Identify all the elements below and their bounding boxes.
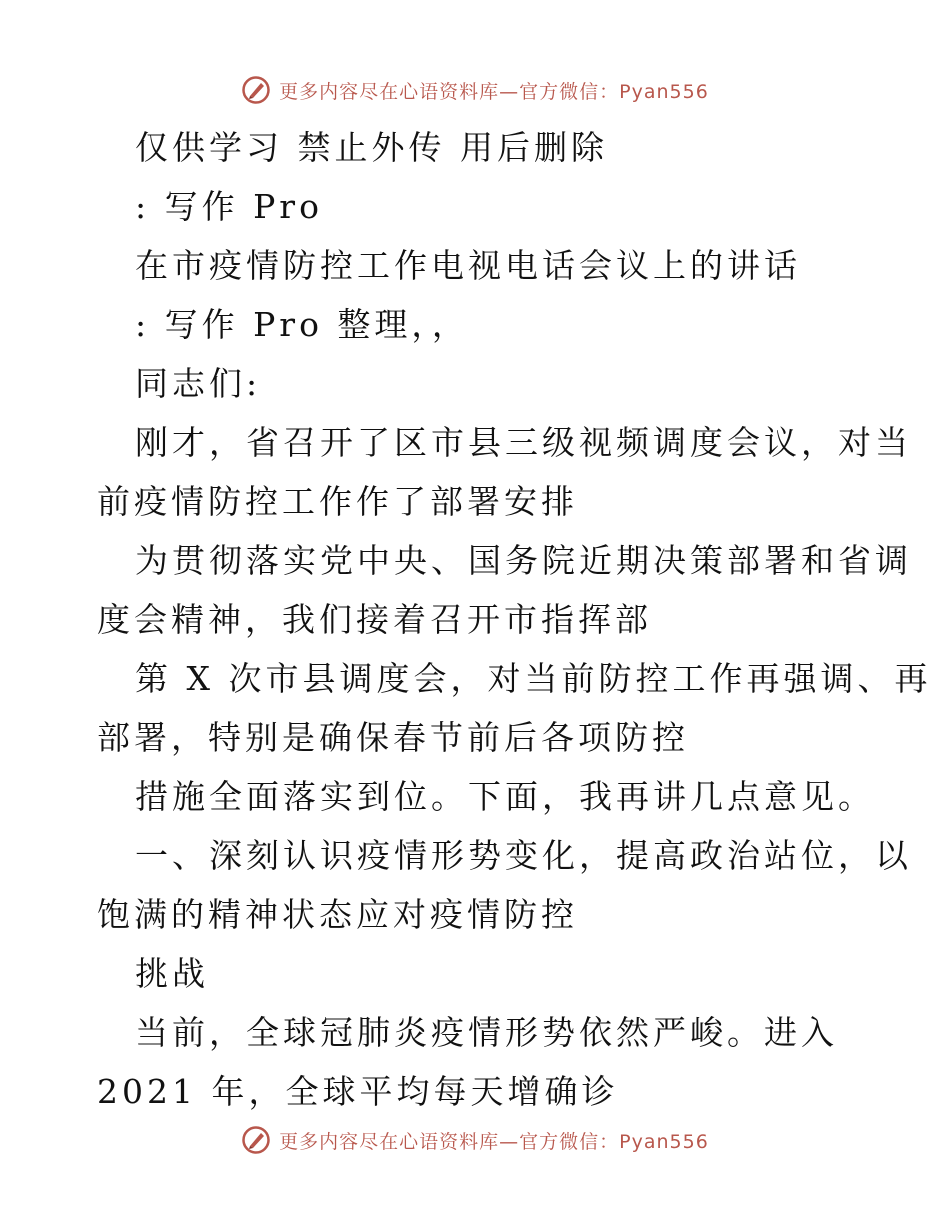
salutation: 同志们: — [135, 364, 262, 403]
text-line: 部署，特别是确保春节前后各项防控 — [97, 718, 689, 757]
watermark-text: 更多内容尽在心语资料库—官方微信：Pyan556 — [279, 80, 709, 103]
text-line: 为贯彻落实党中央、国务院近期决策部署和省调 — [135, 541, 912, 580]
pen-logo-icon — [241, 1125, 271, 1155]
section-heading: 一、深刻认识疫情形势变化，提高政治站位，以 — [135, 836, 912, 875]
text-line: 度会精神，我们接着召开市指挥部 — [97, 600, 652, 639]
text-line: 措施全面落实到位。下面，我再讲几点意见。 — [135, 777, 875, 816]
watermark-banner-bottom — [0, 1120, 950, 1160]
section-heading-cont: 饱满的精神状态应对疫情防控 — [97, 895, 578, 934]
text-line: 2021 年，全球平均每天增确诊 — [97, 1072, 619, 1111]
text-line: : 写作 Pro — [135, 187, 323, 226]
text-line: 前疫情防控工作作了部署安排 — [97, 482, 578, 521]
text-line: 第 X 次市县调度会，对当前防控工作再强调、再 — [135, 659, 932, 698]
watermark-text: 更多内容尽在心语资料库—官方微信：Pyan556 — [279, 1130, 709, 1153]
document-body — [97, 118, 932, 1121]
pen-logo-icon — [241, 75, 271, 105]
text-line: 刚才，省召开了区市县三级视频调度会议，对当 — [135, 423, 912, 462]
watermark-banner-top — [0, 70, 950, 110]
speech-title: 在市疫情防控工作电视电话会议上的讲话 — [135, 246, 801, 285]
text-line: : 写作 Pro 整理，， — [135, 305, 469, 344]
text-line: 仅供学习 禁止外传 用后删除 — [135, 128, 608, 167]
section-heading-cont: 挑战 — [135, 954, 209, 993]
text-line: 当前，全球冠肺炎疫情形势依然严峻。进入 — [135, 1013, 838, 1052]
